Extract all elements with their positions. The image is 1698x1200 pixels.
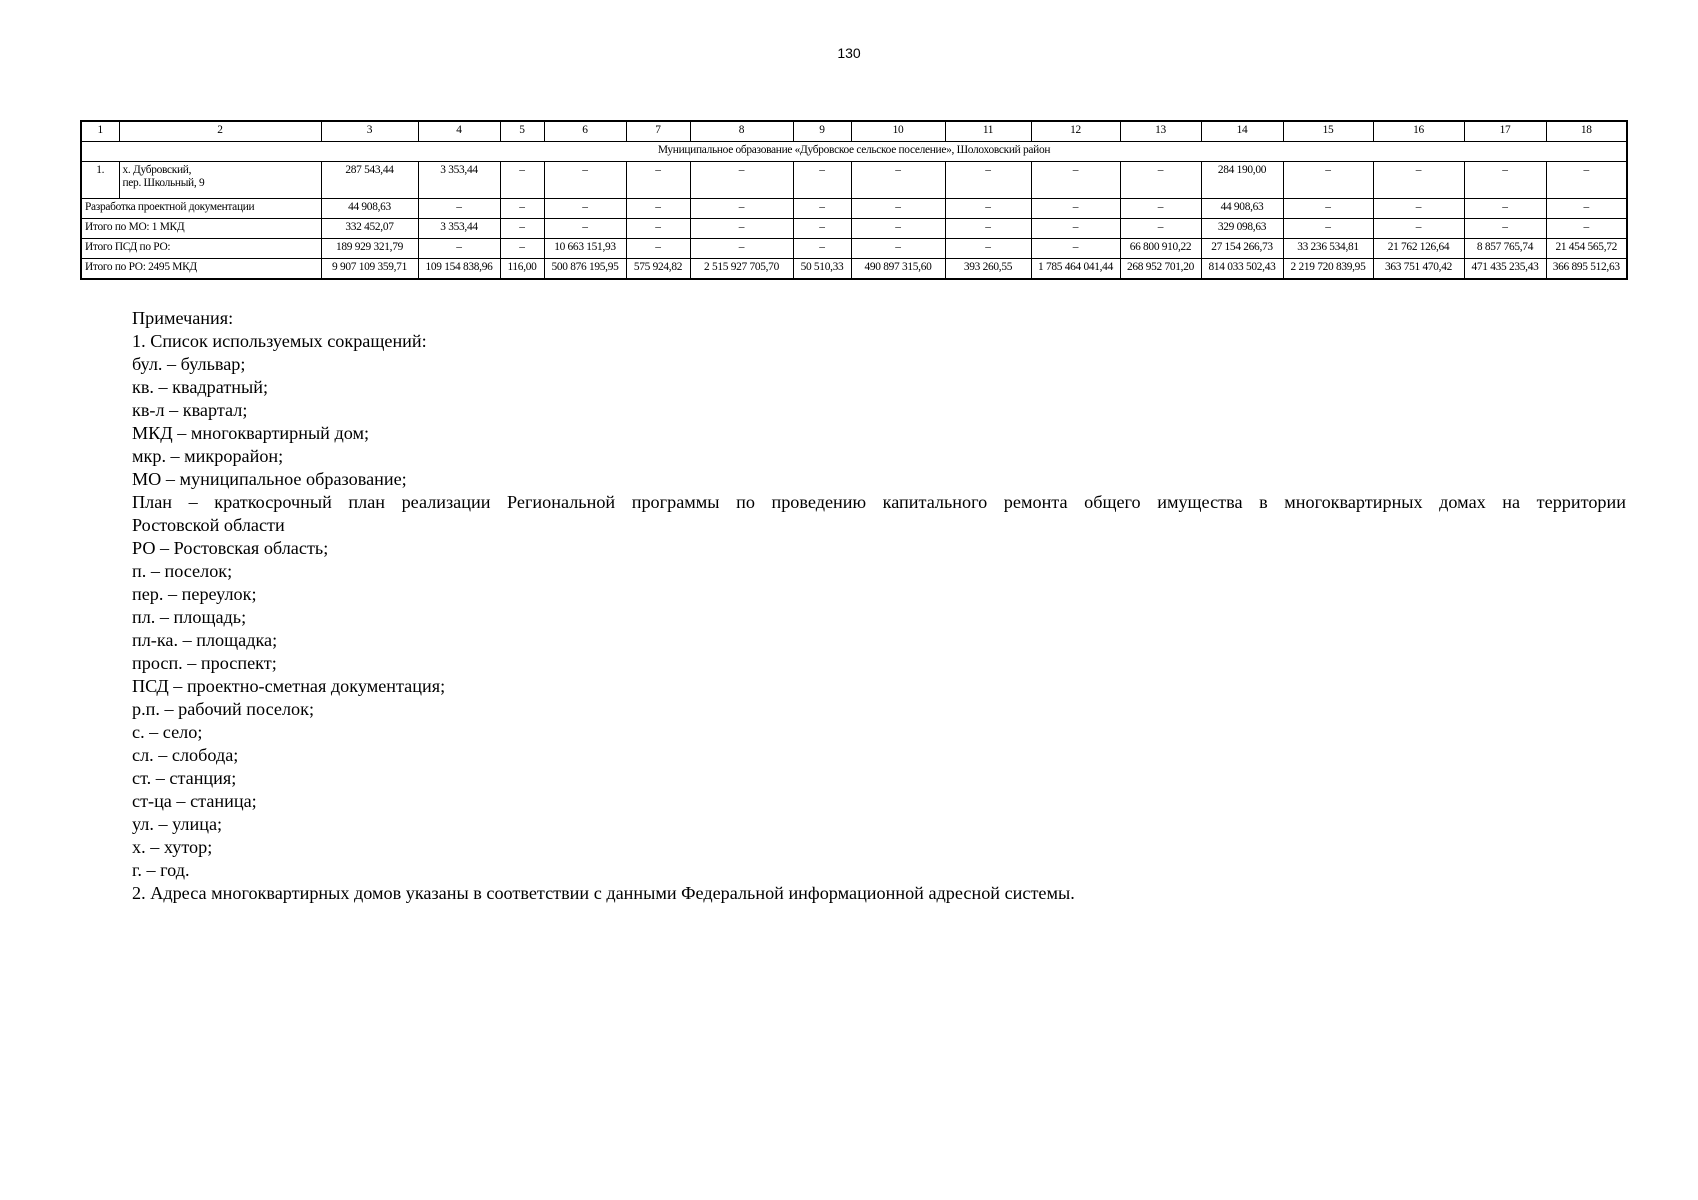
value-cell: – — [1283, 199, 1373, 219]
abbreviation-item-plan: План – краткосрочный план реализации Региональной программы по проведению капитального ремонта общего имущества в многоквартирных домах на территории — [132, 492, 1626, 512]
value-cell: 393 260,55 — [945, 259, 1031, 280]
column-header: 13 — [1120, 121, 1201, 142]
address-line: пер. Школьный, 9 — [122, 177, 205, 189]
value-cell: 471 435 235,43 — [1464, 259, 1546, 280]
value-cell: – — [1120, 162, 1201, 199]
value-cell: 287 543,44 — [321, 162, 418, 199]
column-header: 10 — [851, 121, 945, 142]
value-cell: – — [1120, 199, 1201, 219]
notes-section — [132, 307, 1626, 905]
register-table — [80, 120, 1628, 280]
value-cell: – — [1464, 199, 1546, 219]
value-cell: – — [851, 199, 945, 219]
column-header: 18 — [1546, 121, 1627, 142]
value-cell: – — [626, 199, 690, 219]
column-header: 1 — [81, 121, 119, 142]
column-header: 3 — [321, 121, 418, 142]
value-cell: – — [626, 239, 690, 259]
value-cell: 332 452,07 — [321, 219, 418, 239]
value-cell: 116,00 — [500, 259, 544, 280]
value-cell: – — [945, 199, 1031, 219]
table-row — [81, 239, 1627, 259]
value-cell: – — [544, 219, 626, 239]
value-cell: 268 952 701,20 — [1120, 259, 1201, 280]
column-header: 16 — [1373, 121, 1464, 142]
value-cell: – — [1464, 219, 1546, 239]
abbreviation-item: р.п. – рабочий поселок; — [132, 699, 315, 719]
page-number: 130 — [837, 45, 861, 61]
abbreviation-item: пл-ка. – площадка; — [132, 630, 278, 650]
row-label: Разработка проектной документации — [81, 199, 321, 219]
value-cell: – — [793, 199, 851, 219]
abbreviation-item: г. – год. — [132, 860, 190, 880]
value-cell: – — [851, 162, 945, 199]
value-cell: 490 897 315,60 — [851, 259, 945, 280]
table-row — [81, 259, 1627, 280]
abbreviation-item: пер. – переулок; — [132, 584, 257, 604]
value-cell: 189 929 321,79 — [321, 239, 418, 259]
value-cell: 50 510,33 — [793, 259, 851, 280]
column-header: 6 — [544, 121, 626, 142]
abbreviation-item: кв. – квадратный; — [132, 377, 269, 397]
abbreviation-item: МКД – многоквартирный дом; — [132, 423, 370, 443]
column-header: 7 — [626, 121, 690, 142]
column-header: 14 — [1201, 121, 1283, 142]
value-cell: – — [793, 219, 851, 239]
abbreviation-item: п. – поселок; — [132, 561, 233, 581]
value-cell: 363 751 470,42 — [1373, 259, 1464, 280]
value-cell: – — [1373, 219, 1464, 239]
column-header: 15 — [1283, 121, 1373, 142]
table-row — [81, 199, 1627, 219]
value-cell: 284 190,00 — [1201, 162, 1283, 199]
value-cell: – — [1373, 199, 1464, 219]
value-cell: 2 515 927 705,70 — [690, 259, 793, 280]
value-cell: – — [1373, 162, 1464, 199]
value-cell: – — [1283, 162, 1373, 199]
column-header: 12 — [1031, 121, 1120, 142]
notes-title: Примечания: — [132, 308, 234, 328]
address-cell — [119, 162, 321, 199]
value-cell: 3 353,44 — [418, 162, 500, 199]
value-cell: 66 800 910,22 — [1120, 239, 1201, 259]
value-cell: 329 098,63 — [1201, 219, 1283, 239]
value-cell: – — [1120, 219, 1201, 239]
column-header: 17 — [1464, 121, 1546, 142]
value-cell: – — [500, 162, 544, 199]
column-header: 11 — [945, 121, 1031, 142]
value-cell: 21 454 565,72 — [1546, 239, 1627, 259]
value-cell: – — [626, 162, 690, 199]
value-cell: – — [793, 239, 851, 259]
column-header: 4 — [418, 121, 500, 142]
row-label: Итого по РО: 2495 МКД — [81, 259, 321, 280]
value-cell: – — [1546, 199, 1627, 219]
abbreviation-item: с. – село; — [132, 722, 203, 742]
value-cell: – — [418, 239, 500, 259]
value-cell: – — [945, 162, 1031, 199]
abbreviation-item: пл. – площадь; — [132, 607, 247, 627]
table-row — [81, 219, 1627, 239]
value-cell: – — [1031, 239, 1120, 259]
value-cell: – — [1283, 219, 1373, 239]
column-number-header — [81, 121, 1627, 142]
abbreviation-item: ст-ца – станица; — [132, 791, 257, 811]
register-table-container — [80, 120, 1626, 280]
abbreviation-item: бул. – бульвар; — [132, 354, 246, 374]
column-header: 8 — [690, 121, 793, 142]
addresses-note: 2. Адреса многоквартирных домов указаны в соответствии с данными Федеральной информационной адресной системы. — [132, 883, 1075, 903]
value-cell: – — [500, 219, 544, 239]
value-cell: – — [1031, 219, 1120, 239]
value-cell: – — [544, 199, 626, 219]
value-cell: – — [690, 199, 793, 219]
row-number: 1. — [81, 162, 119, 199]
abbreviation-item: просп. – проспект; — [132, 653, 277, 673]
value-cell: – — [1464, 162, 1546, 199]
abbreviation-item: ул. – улица; — [132, 814, 223, 834]
value-cell: 366 895 512,63 — [1546, 259, 1627, 280]
column-header: 2 — [119, 121, 321, 142]
value-cell: – — [945, 239, 1031, 259]
value-cell: – — [1031, 199, 1120, 219]
value-cell: – — [945, 219, 1031, 239]
value-cell: – — [690, 239, 793, 259]
abbreviation-item-plan-continued: Ростовской области — [132, 515, 285, 535]
value-cell: – — [1546, 162, 1627, 199]
abbreviation-item: ст. – станция; — [132, 768, 237, 788]
value-cell: 44 908,63 — [1201, 199, 1283, 219]
value-cell: 575 924,82 — [626, 259, 690, 280]
value-cell: 10 663 151,93 — [544, 239, 626, 259]
abbreviation-item: кв-л – квартал; — [132, 400, 248, 420]
abbreviation-item: ПСД – проектно-сметная документация; — [132, 676, 446, 696]
value-cell: – — [851, 239, 945, 259]
row-label: Итого ПСД по РО: — [81, 239, 321, 259]
value-cell: – — [851, 219, 945, 239]
value-cell: – — [793, 162, 851, 199]
value-cell: 814 033 502,43 — [1201, 259, 1283, 280]
abbreviation-item: мкр. – микрорайон; — [132, 446, 284, 466]
abbreviation-item: х. – хутор; — [132, 837, 213, 857]
value-cell: – — [626, 219, 690, 239]
abbreviation-item: РО – Ростовская область; — [132, 538, 329, 558]
value-cell: – — [544, 162, 626, 199]
section-title: Муниципальное образование «Дубровское сельское поселение», Шолоховский район — [81, 142, 1627, 162]
value-cell: – — [690, 219, 793, 239]
value-cell: 9 907 109 359,71 — [321, 259, 418, 280]
value-cell: – — [500, 239, 544, 259]
address-line: х. Дубровский, — [122, 164, 192, 176]
value-cell: – — [1546, 219, 1627, 239]
value-cell: 21 762 126,64 — [1373, 239, 1464, 259]
column-header: 9 — [793, 121, 851, 142]
column-header: 5 — [500, 121, 544, 142]
value-cell: – — [500, 199, 544, 219]
value-cell: 27 154 266,73 — [1201, 239, 1283, 259]
value-cell: 500 876 195,95 — [544, 259, 626, 280]
value-cell: 8 857 765,74 — [1464, 239, 1546, 259]
row-label: Итого по МО: 1 МКД — [81, 219, 321, 239]
value-cell: 3 353,44 — [418, 219, 500, 239]
abbreviation-item: МО – муниципальное образование; — [132, 469, 407, 489]
value-cell: 1 785 464 041,44 — [1031, 259, 1120, 280]
value-cell: – — [418, 199, 500, 219]
value-cell: 33 236 534,81 — [1283, 239, 1373, 259]
abbreviations-heading: 1. Список используемых сокращений: — [132, 331, 427, 351]
value-cell: 109 154 838,96 — [418, 259, 500, 280]
value-cell: – — [1031, 162, 1120, 199]
value-cell: 44 908,63 — [321, 199, 418, 219]
value-cell: 2 219 720 839,95 — [1283, 259, 1373, 280]
table-row — [81, 162, 1627, 199]
abbreviation-item: сл. – слобода; — [132, 745, 239, 765]
value-cell: – — [690, 162, 793, 199]
section-row — [81, 142, 1627, 162]
